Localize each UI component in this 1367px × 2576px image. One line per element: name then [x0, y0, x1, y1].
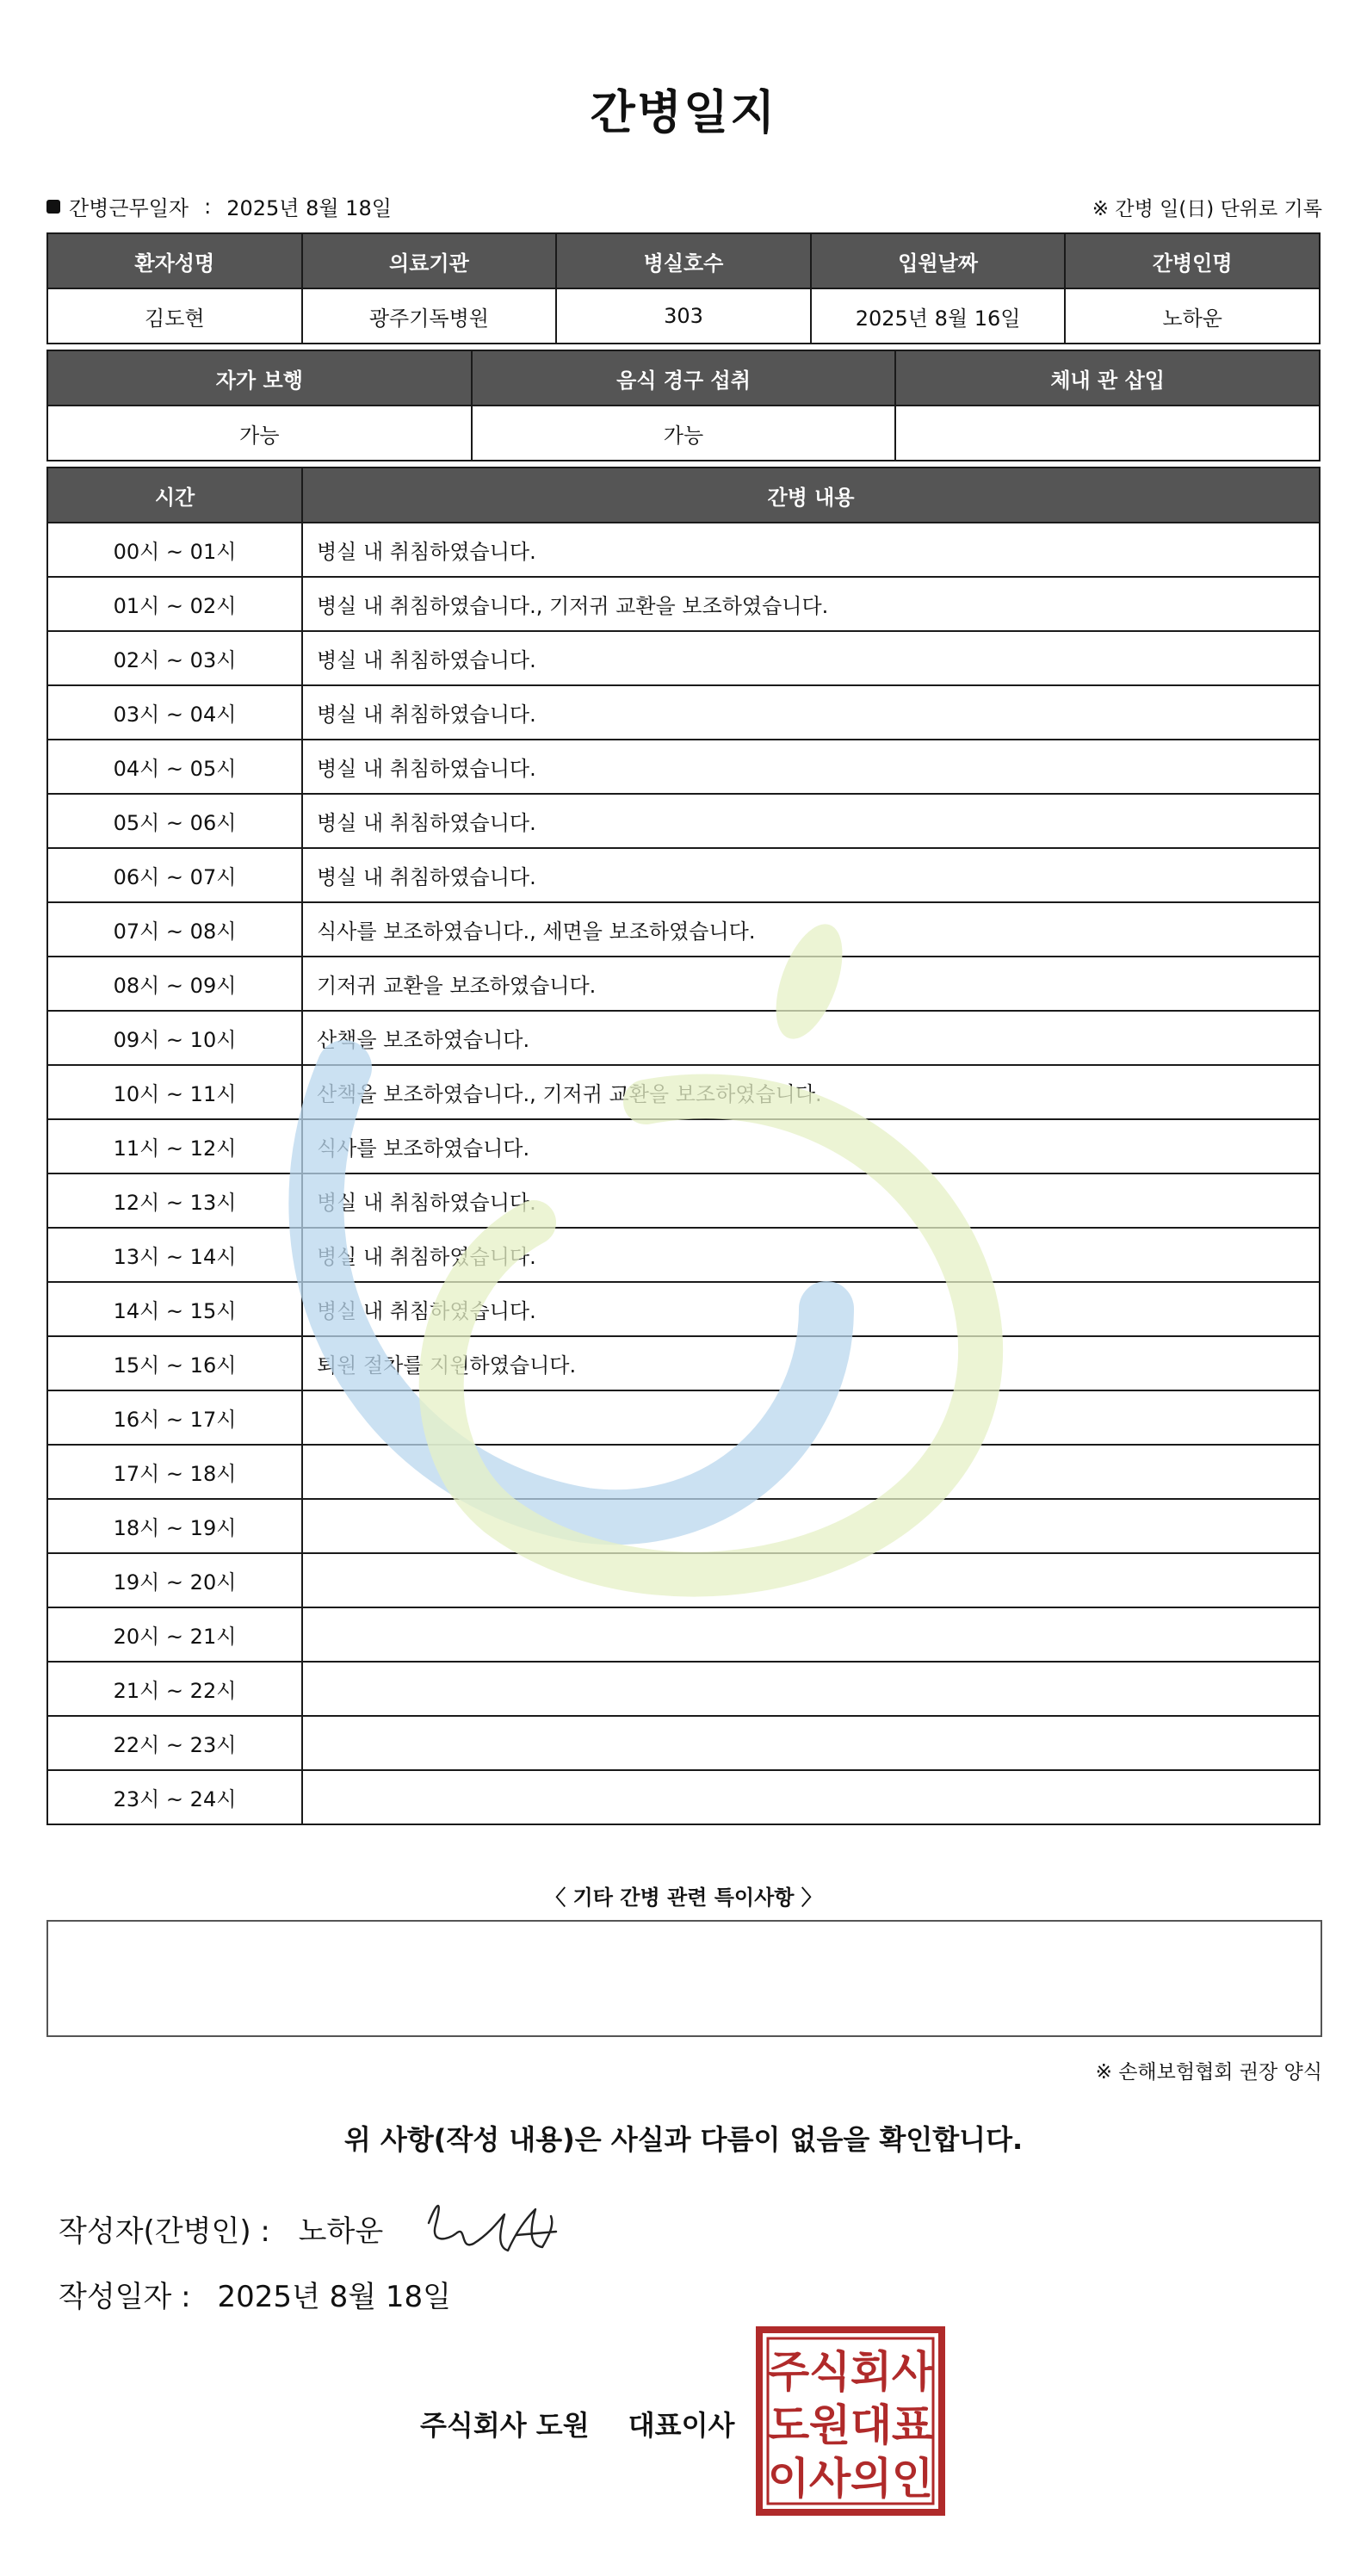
log-row: [47, 1553, 1320, 1607]
patient-value-row: [47, 288, 1320, 344]
log-row: [47, 1228, 1320, 1282]
log-time: 01시 ~ 02시: [47, 577, 302, 631]
svg-text:도: 도: [767, 2400, 810, 2450]
log-content: [302, 1662, 1320, 1716]
company-line: [420, 2404, 734, 2443]
header-tube-insertion: 체내 관 삽입: [895, 350, 1320, 406]
log-content: 병실 내 취침하였습니다.: [302, 848, 1320, 902]
patient-header-row: [47, 233, 1320, 288]
log-time: 21시 ~ 22시: [47, 1662, 302, 1716]
notes-title: 〈 기타 간병 관련 특이사항 〉: [545, 1886, 822, 1910]
header-admission-date: 입원날짜: [811, 233, 1066, 288]
log-row: [47, 577, 1320, 631]
svg-text:대: 대: [850, 2400, 893, 2450]
log-time: 17시 ~ 18시: [47, 1445, 302, 1499]
log-time: 14시 ~ 15시: [47, 1282, 302, 1336]
log-content: 병실 내 취침하였습니다.: [302, 523, 1320, 577]
log-time: 00시 ~ 01시: [47, 523, 302, 577]
association-note: ※ 손해보험협회 권장 양식: [1095, 2061, 1322, 2084]
work-date-separator: :: [204, 194, 212, 219]
svg-text:회: 회: [850, 2347, 893, 2397]
log-content: 병실 내 취침하였습니다.: [302, 631, 1320, 685]
written-date-value: 2025년 8월 18일: [217, 2280, 452, 2314]
confirmation-statement: 위 사항(작성 내용)은 사실과 다름이 없음을 확인합니다.: [343, 2123, 1024, 2156]
patient-info-table: [46, 232, 1321, 344]
log-row: [47, 1282, 1320, 1336]
log-content: 식사를 보조하였습니다.: [302, 1119, 1320, 1173]
log-time: 20시 ~ 21시: [47, 1607, 302, 1662]
header-caregiver-name: 간병인명: [1065, 233, 1320, 288]
log-time: 03시 ~ 04시: [47, 685, 302, 740]
log-row: [47, 848, 1320, 902]
log-time: 18시 ~ 19시: [47, 1499, 302, 1553]
log-row: [47, 957, 1320, 1011]
svg-text:사: 사: [808, 2454, 851, 2504]
log-row: [47, 1499, 1320, 1553]
header-oral-intake: 음식 경구 섭취: [472, 350, 896, 406]
log-content: 병실 내 취침하였습니다.: [302, 685, 1320, 740]
log-time: 23시 ~ 24시: [47, 1770, 302, 1824]
log-content: [302, 1553, 1320, 1607]
log-content: 병실 내 취침하였습니다.: [302, 1282, 1320, 1336]
log-row: [47, 631, 1320, 685]
log-row: [47, 1119, 1320, 1173]
header-hospital: 의료기관: [302, 233, 557, 288]
work-date: [46, 191, 392, 221]
log-row: [47, 902, 1320, 957]
svg-text:이: 이: [767, 2454, 810, 2504]
patient-name: 김도현: [47, 288, 302, 344]
hospital-name: 광주기독병원: [302, 288, 557, 344]
log-time: 08시 ~ 09시: [47, 957, 302, 1011]
log-time: 15시 ~ 16시: [47, 1336, 302, 1390]
author-line: [59, 2208, 383, 2250]
admission-date: 2025년 8월 16일: [811, 288, 1066, 344]
header-self-walking: 자가 보행: [47, 350, 472, 406]
hourly-care-log-table: [46, 467, 1321, 1825]
header-care-content: 간병 내용: [302, 468, 1320, 523]
log-row: [47, 1770, 1320, 1824]
log-content: 기저귀 교환을 보조하였습니다.: [302, 957, 1320, 1011]
log-time: 19시 ~ 20시: [47, 1553, 302, 1607]
handwritten-signature: [422, 2190, 560, 2259]
author-label: 작성자(간병인) :: [59, 2214, 270, 2249]
svg-text:주: 주: [767, 2347, 810, 2397]
log-time: 13시 ~ 14시: [47, 1228, 302, 1282]
log-time: 10시 ~ 11시: [47, 1065, 302, 1119]
log-time: 06시 ~ 07시: [47, 848, 302, 902]
log-content: 식사를 보조하였습니다., 세면을 보조하였습니다.: [302, 902, 1320, 957]
log-header-row: [47, 468, 1320, 523]
log-row: [47, 1065, 1320, 1119]
log-row: [47, 1662, 1320, 1716]
ability-header-row: [47, 350, 1320, 406]
log-content: 병실 내 취침하였습니다., 기저귀 교환을 보조하였습니다.: [302, 577, 1320, 631]
header-patient-name: 환자성명: [47, 233, 302, 288]
unit-note: ※ 간병 일(日) 단위로 기록: [1092, 198, 1322, 220]
log-row: [47, 685, 1320, 740]
log-row: [47, 523, 1320, 577]
header-room: 병실호수: [556, 233, 811, 288]
log-time: 05시 ~ 06시: [47, 794, 302, 848]
work-date-label: 간병근무일자: [69, 196, 189, 220]
log-time: 16시 ~ 17시: [47, 1390, 302, 1445]
svg-text:의: 의: [850, 2454, 893, 2504]
svg-text:식: 식: [808, 2347, 851, 2397]
square-bullet-icon: [46, 200, 60, 214]
log-time: 12시 ~ 13시: [47, 1173, 302, 1228]
document-title: 간병일지: [590, 85, 777, 139]
log-row: [47, 1445, 1320, 1499]
log-row: [47, 794, 1320, 848]
written-date: [59, 2273, 451, 2315]
log-row: [47, 1011, 1320, 1065]
log-content: 병실 내 취침하였습니다.: [302, 1228, 1320, 1282]
svg-text:사: 사: [891, 2347, 934, 2397]
log-content: 산책을 보조하였습니다., 기저귀 교환을 보조하였습니다.: [302, 1065, 1320, 1119]
room-number: 303: [556, 288, 811, 344]
log-content: 산책을 보조하였습니다.: [302, 1011, 1320, 1065]
log-time: 09시 ~ 10시: [47, 1011, 302, 1065]
svg-text:표: 표: [891, 2400, 934, 2450]
work-date-value: 2025년 8월 18일: [226, 196, 392, 220]
log-content: 병실 내 취침하였습니다.: [302, 794, 1320, 848]
caregiver-name: 노하운: [1065, 288, 1320, 344]
company-name: 주식회사 도원: [420, 2409, 590, 2442]
patient-ability-table: [46, 350, 1321, 461]
log-time: 07시 ~ 08시: [47, 902, 302, 957]
log-row: [47, 1607, 1320, 1662]
notes-box: [46, 1920, 1322, 2037]
log-content: 병실 내 취침하였습니다.: [302, 740, 1320, 794]
header-time: 시간: [47, 468, 302, 523]
log-time: 04시 ~ 05시: [47, 740, 302, 794]
svg-text:인: 인: [891, 2454, 934, 2504]
log-content: [302, 1770, 1320, 1824]
oral-intake-value: 가능: [472, 406, 896, 461]
log-time: 02시 ~ 03시: [47, 631, 302, 685]
author-name: 노하운: [298, 2214, 384, 2249]
log-content: [302, 1445, 1320, 1499]
log-time: 11시 ~ 12시: [47, 1119, 302, 1173]
tube-insertion-value: [895, 406, 1320, 461]
log-content: 병실 내 취침하였습니다.: [302, 1173, 1320, 1228]
log-row: [47, 1390, 1320, 1445]
log-content: [302, 1499, 1320, 1553]
log-time: 22시 ~ 23시: [47, 1716, 302, 1770]
log-row: [47, 1336, 1320, 1390]
svg-text:원: 원: [808, 2400, 851, 2450]
log-content: 퇴원 절차를 지원하였습니다.: [302, 1336, 1320, 1390]
log-content: [302, 1607, 1320, 1662]
log-content: [302, 1390, 1320, 1445]
company-representative-title: 대표이사: [628, 2409, 735, 2442]
log-row: [47, 740, 1320, 794]
log-row: [47, 1173, 1320, 1228]
ability-value-row: [47, 406, 1320, 461]
company-seal-stamp: [754, 2325, 947, 2517]
written-date-label: 작성일자 :: [59, 2280, 191, 2314]
log-content: [302, 1716, 1320, 1770]
log-row: [47, 1716, 1320, 1770]
self-walking-value: 가능: [47, 406, 472, 461]
